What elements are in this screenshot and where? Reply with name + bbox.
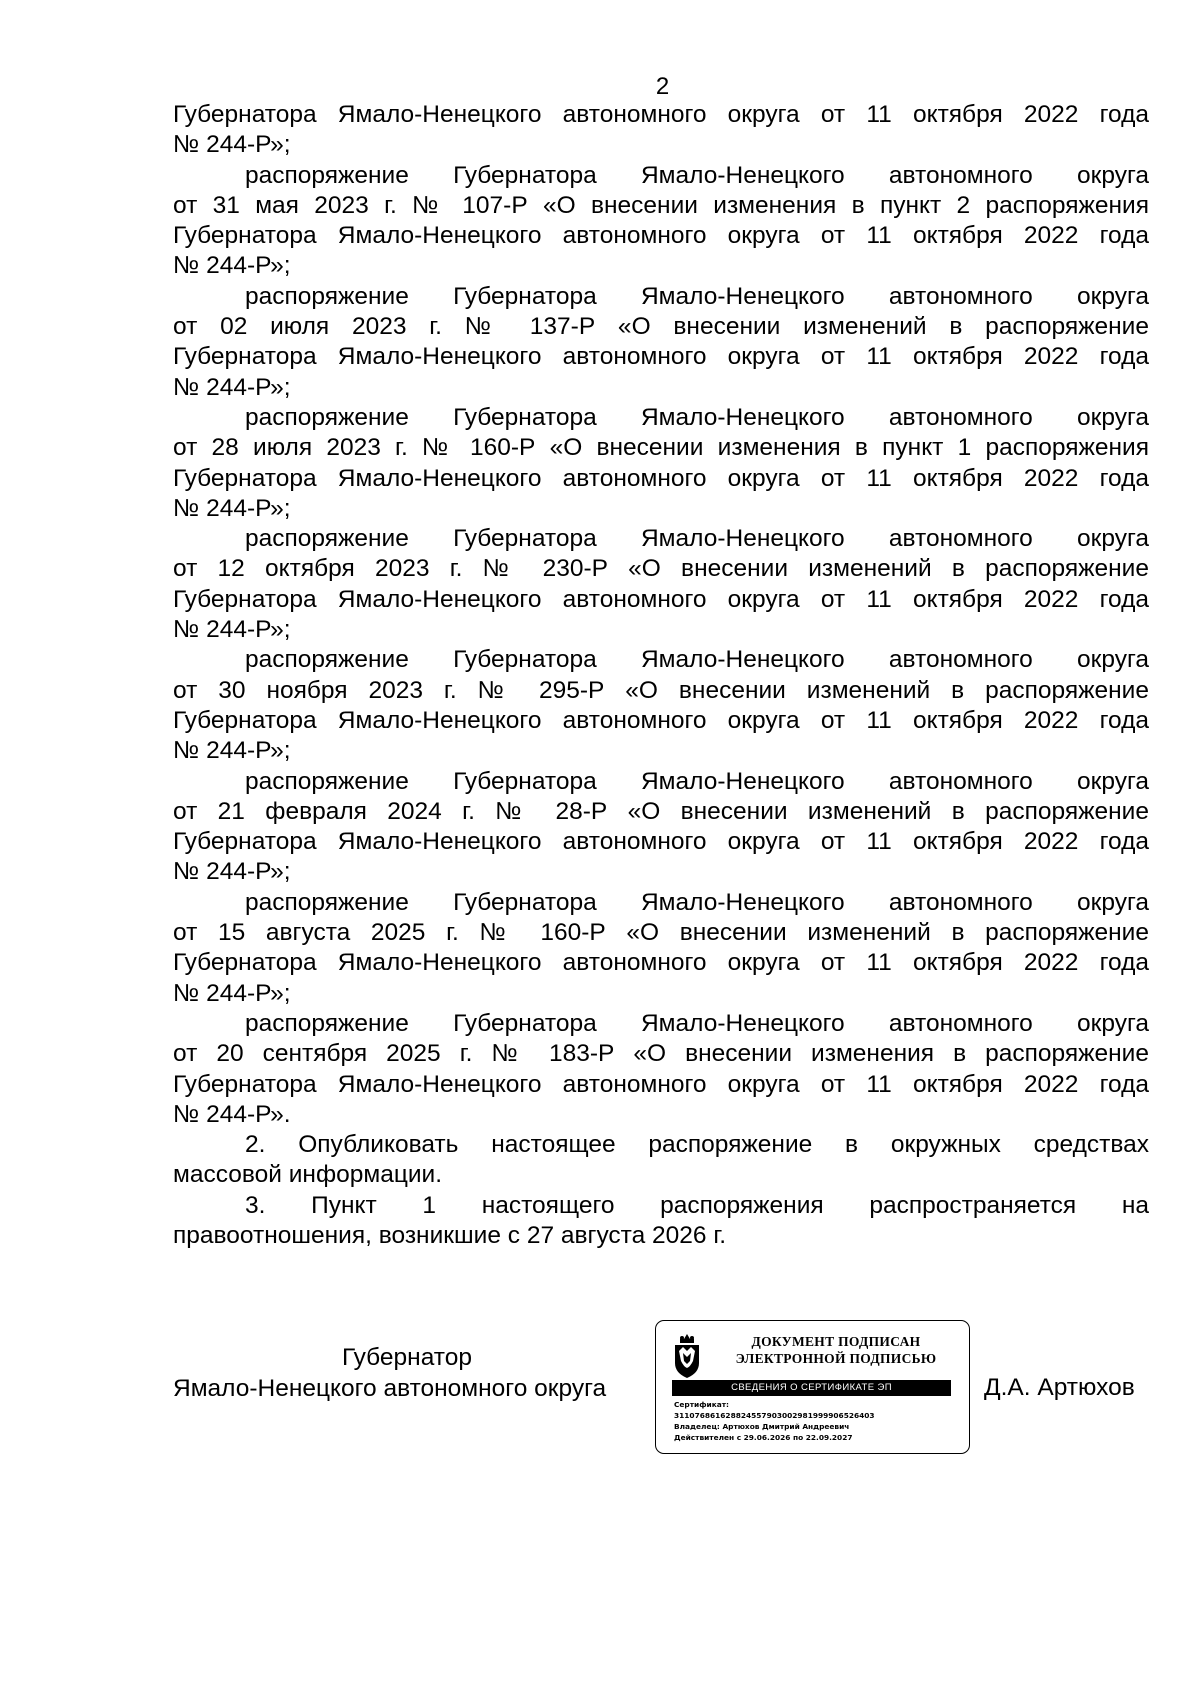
text-line: распоряжение Губернатора Ямало-Ненецкого автономного округа	[245, 282, 1149, 310]
electronic-signature-stamp	[655, 1320, 970, 1454]
text-line: Губернатора Ямало-Ненецкого автономного округа от 11 октября 2022 года	[173, 1070, 1149, 1098]
text-line: Губернатора Ямало-Ненецкого автономного округа от 11 октября 2022 года	[173, 585, 1149, 613]
document-body	[173, 100, 1149, 1251]
text-line: от 15 августа 2025 г. № 160-Р «О внесении изменений в распоряжение	[173, 919, 1149, 947]
text-line: массовой информации.	[173, 1161, 443, 1189]
text-line: № 244-Р»;	[173, 373, 291, 401]
text-line: распоряжение Губернатора Ямало-Ненецкого автономного округа	[245, 525, 1149, 553]
text-line: Губернатора Ямало-Ненецкого автономного округа от 11 октября 2022 года	[173, 343, 1149, 371]
text-line: от 31 мая 2023 г. № 107-Р «О внесении изменения в пункт 2 распоряжения	[173, 191, 1149, 219]
text-line: от 28 июля 2023 г. № 160-Р «О внесении изменения в пункт 1 распоряжения	[173, 434, 1149, 462]
page-number: 2	[655, 73, 670, 100]
certificate-owner: Владелец: Артюхов Дмитрий Андреевич	[674, 1422, 850, 1431]
text-line: № 244-Р»;	[173, 252, 291, 280]
text-line: распоряжение Губернатора Ямало-Ненецкого автономного округа	[245, 888, 1149, 916]
text-line: распоряжение Губернатора Ямало-Ненецкого автономного округа	[245, 161, 1149, 189]
stamp-heading	[711, 1333, 961, 1367]
text-line: № 244-Р»;	[173, 858, 291, 886]
text-line: № 244-Р»;	[173, 131, 291, 159]
text-line: № 244-Р»;	[173, 737, 291, 765]
signatory-title	[173, 1343, 641, 1404]
stamp-heading-line2: ЭЛЕКТРОННОЙ ПОДПИСЬЮ	[735, 1351, 937, 1366]
text-line: 2. Опубликовать настоящее распоряжение в окружных средствах	[245, 1131, 1149, 1159]
signatory-name: Д.А. Артюхов	[984, 1374, 1135, 1401]
signatory-title-line2: Ямало-Ненецкого автономного округа	[173, 1374, 607, 1402]
text-line: Губернатора Ямало-Ненецкого автономного округа от 11 октября 2022 года	[173, 101, 1149, 128]
certificate-validity: Действителен с 29.06.2026 по 22.09.2027	[674, 1433, 853, 1442]
text-line: от 12 октября 2023 г. № 230-Р «О внесении изменений в распоряжение	[173, 555, 1149, 583]
signatory-title-line1: Губернатор	[342, 1344, 472, 1371]
certificate-number: 311076861628824557903002981999906526403	[674, 1411, 875, 1420]
certificate-info-bar: СВЕДЕНИЯ О СЕРТИФИКАТЕ ЭП	[672, 1380, 951, 1396]
text-line: Губернатора Ямало-Ненецкого автономного округа от 11 октября 2022 года	[173, 706, 1149, 734]
text-line: распоряжение Губернатора Ямало-Ненецкого автономного округа	[245, 403, 1149, 431]
text-line: № 244-Р»;	[173, 616, 291, 644]
text-line: Губернатора Ямало-Ненецкого автономного округа от 11 октября 2022 года	[173, 222, 1149, 250]
text-line: распоряжение Губернатора Ямало-Ненецкого автономного округа	[245, 1009, 1149, 1037]
coat-of-arms-icon	[670, 1333, 704, 1379]
text-line: от 21 февраля 2024 г. № 28-Р «О внесении изменений в распоряжение	[173, 797, 1149, 825]
text-line: Губернатора Ямало-Ненецкого автономного округа от 11 октября 2022 года	[173, 464, 1149, 492]
certificate-details	[674, 1399, 875, 1443]
text-line: от 30 ноября 2023 г. № 295-Р «О внесении изменений в распоряжение	[173, 676, 1149, 704]
text-line: № 244-Р»;	[173, 494, 291, 522]
text-line: распоряжение Губернатора Ямало-Ненецкого автономного округа	[245, 767, 1149, 795]
text-line: № 244-Р».	[173, 1100, 291, 1128]
text-line: № 244-Р»;	[173, 979, 291, 1007]
stamp-heading-line1: ДОКУМЕНТ ПОДПИСАН	[751, 1334, 921, 1349]
text-line: Губернатора Ямало-Ненецкого автономного округа от 11 октября 2022 года	[173, 828, 1149, 856]
certificate-label: Сертификат:	[674, 1400, 729, 1409]
text-line: от 02 июля 2023 г. № 137-Р «О внесении изменений в распоряжение	[173, 313, 1149, 341]
text-line: 3. Пункт 1 настоящего распоряжения распространяется на	[245, 1191, 1149, 1219]
text-line: правоотношения, возникшие с 27 августа 2026 г.	[173, 1221, 727, 1249]
text-line: Губернатора Ямало-Ненецкого автономного округа от 11 октября 2022 года	[173, 949, 1149, 977]
text-line: распоряжение Губернатора Ямало-Ненецкого автономного округа	[245, 646, 1149, 674]
text-line: от 20 сентября 2025 г. № 183-Р «О внесении изменения в распоряжение	[173, 1040, 1149, 1068]
